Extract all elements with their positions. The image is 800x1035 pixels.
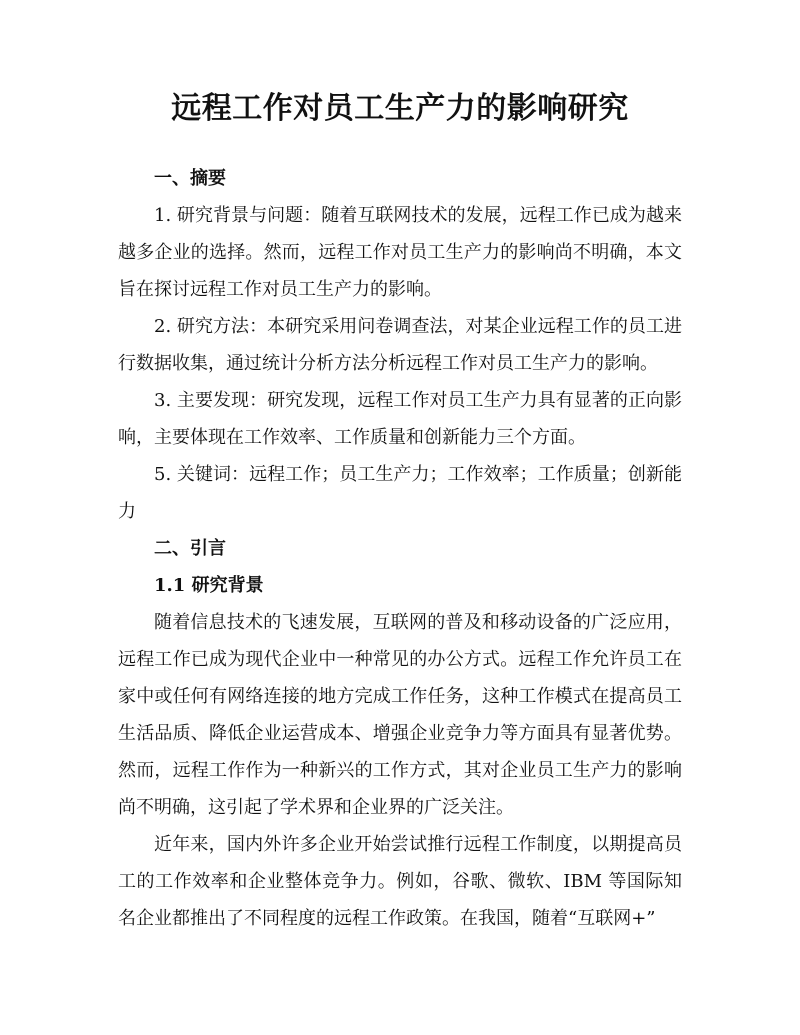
abstract-section [118, 160, 682, 530]
introduction-paragraph-1: 随着信息技术的飞速发展，互联网的普及和移动设备的广泛应用，远程工作已成为现代企业中一种常见的办公方式。远程工作允许员工在家中或任何有网络连接的地方完成工作任务，这种工作模式在提高员工生活品质、降低企业运营成本、增强企业竞争力等方面具有显著优势。然而，远程工作作为一种新兴的工作方式，其对企业员工生产力的影响尚不明确，这引起了学术界和企业界的广泛关注。 [118, 612, 682, 818]
abstract-heading: 一、摘要 [154, 168, 226, 189]
introduction-section [118, 530, 682, 937]
abstract-item-background: 1. 研究背景与问题：随着互联网技术的发展，远程工作已成为越来越多企业的选择。然而，远程工作对员工生产力的影响尚不明确，本文旨在探讨远程工作对员工生产力的影响。 [118, 205, 682, 300]
document-title: 远程工作对员工生产力的影响研究 [171, 91, 629, 126]
abstract-item-keywords: 5. 关键词：远程工作；员工生产力；工作效率；工作质量；创新能力 [118, 464, 682, 522]
research-background-subheading: 1.1 研究背景 [154, 575, 264, 596]
abstract-item-method: 2. 研究方法：本研究采用问卷调查法，对某企业远程工作的员工进行数据收集，通过统计分析方法分析远程工作对员工生产力的影响。 [118, 316, 682, 374]
introduction-heading: 二、引言 [154, 538, 226, 559]
abstract-item-findings: 3. 主要发现：研究发现，远程工作对员工生产力具有显著的正向影响，主要体现在工作效率、工作质量和创新能力三个方面。 [118, 390, 682, 448]
introduction-paragraph-2: 近年来，国内外许多企业开始尝试推行远程工作制度，以期提高员工的工作效率和企业整体竞争力。例如，谷歌、微软、IBM 等国际知名企业都推出了不同程度的远程工作政策。在我国，随着“互联网+” [118, 834, 682, 929]
